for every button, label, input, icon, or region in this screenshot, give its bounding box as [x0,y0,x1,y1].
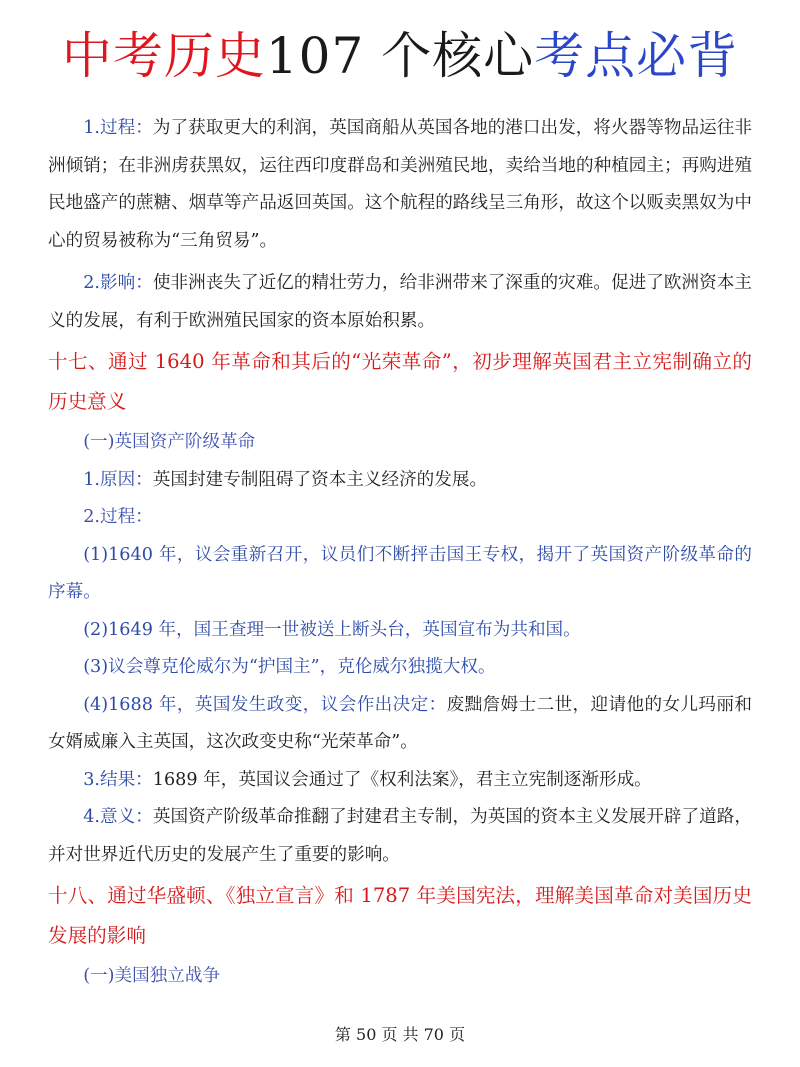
result-paragraph [48,762,752,800]
process-item-3: (3)议会尊克伦威尔为“护国主”，克伦威尔独揽大权。 [83,657,496,677]
process-label: 1.过程： [83,118,153,138]
page-footer: 第 50 页 共 70 页 [334,1025,466,1044]
meaning-paragraph [48,799,752,874]
section-18-subheading: (一)美国独立战争 [83,966,221,986]
impact-text: 使非洲丧失了近亿的精壮劳力，给非洲带来了深重的灾难。促进了欧洲资本主义的发展，有利于欧洲殖民国家的资本原始积累。 [48,273,752,331]
process-item-4-label: (4)1688 年，英国发生政变，议会作出决定： [83,694,447,715]
process-text: 为了获取更大的利润，英国商船从英国各地的港口出发，将火器等物品运往非洲倾销；在非洲虏获黑奴，运往西印度群岛和美洲殖民地，卖给当地的种植园主；再购进殖民地盛产的蔗糖、烟草等产品返回英国。这个航程的路线呈三角形，故这个以贩卖黑奴为中心的贸易被称为“三角贸易”。 [48,118,752,251]
triangle-trade-process [48,110,752,260]
process-item-2: (2)1649 年，国王查理一世被送上断头台，英国宣布为共和国。 [83,619,581,640]
cause-label: 1.原因： [83,469,153,490]
title-black-part: 107 个核心 [265,27,535,85]
process-label-17: 2.过程： [83,507,153,527]
page-title [48,0,752,104]
triangle-trade-impact [48,265,752,340]
page-content [48,110,752,996]
cause-paragraph [48,462,752,500]
process-item-4 [48,687,752,762]
title-red-part: 中考历史 [61,27,266,85]
section-17-heading: 十七、通过 1640 年革命和其后的“光荣革命”，初步理解英国君主立宪制确立的历史意义 [48,350,752,413]
section-17-subheading: (一)英国资产阶级革命 [83,432,256,452]
meaning-text: 英国资产阶级革命推翻了封建君主专制，为英国的资本主义发展开辟了道路，并对世界近代历史的发展产生了重要的影响。 [48,807,752,865]
process-item-1: (1)1640 年，议会重新召开，议员们不断抨击国王专权，揭开了英国资产阶级革命的序幕。 [48,544,752,602]
section-18-heading: 十八、通过华盛顿、《独立宣言》和 1787 年美国宪法，理解美国革命对美国历史发展的影响 [48,884,752,947]
title-blue-part: 考点必背 [534,27,739,85]
result-label: 3.结果： [83,769,153,790]
cause-text: 英国封建专制阻碍了资本主义经济的发展。 [152,469,488,490]
result-text: 1689 年，英国议会通过了《权利法案》，君主立宪制逐渐形成。 [152,769,652,790]
meaning-label: 4.意义： [83,807,153,827]
process-item-4-text: 废黜詹姆士二世，迎请他的女儿玛丽和女婿威廉入主英国，这次政变史称“光荣革命”。 [48,694,752,752]
impact-label: 2.影响： [83,273,153,293]
